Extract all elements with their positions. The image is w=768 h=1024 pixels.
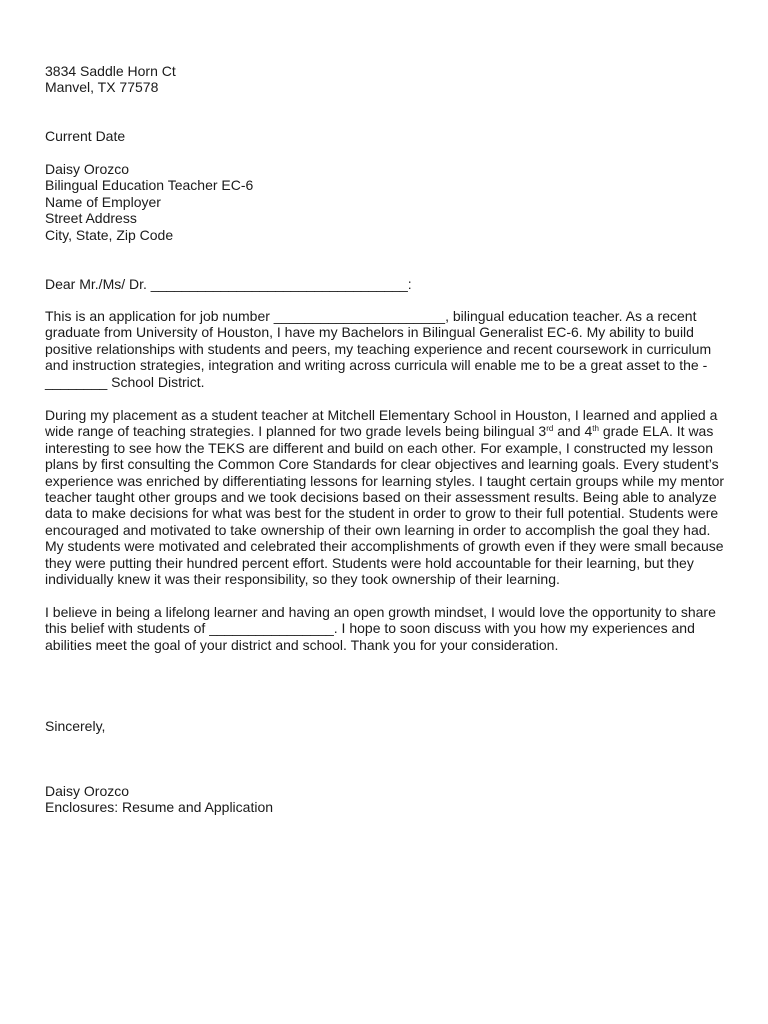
recipient-name: Daisy Orozco (45, 161, 130, 177)
line-text: and 4 (553, 423, 593, 440)
paragraph-line: I believe in being a lifelong learner and having an open growth mindset, I would love the opportunity to share (45, 604, 716, 620)
paragraph-line: plans by first consulting the Common Core Standards for clear objectives and learning goals. Every student’s (45, 456, 719, 473)
salutation (45, 276, 745, 292)
paragraph-line: abilities meet the goal of your district and school. Thank you for your consideration. (45, 636, 559, 653)
paragraph-line: ________ School District. (45, 373, 205, 390)
enclosures: Enclosures: Resume and Application (45, 799, 274, 816)
paragraph-line: encouraged and motivated to take ownership of their own learning in order to accomplish the goal they had. (45, 521, 711, 538)
letter-date (45, 128, 745, 144)
closing-text: Sincerely, (45, 718, 106, 734)
paragraph-3 (45, 604, 745, 653)
date-text: Current Date (45, 128, 126, 144)
line-text: wide range of teaching strategies. I planned for two grade levels being bilingual 3 (45, 423, 547, 440)
signature-name: Daisy Orozco (45, 783, 130, 799)
paragraph-line: this belief with students of ________________. I hope to soon discuss with you how my experiences and (45, 620, 695, 637)
paragraph-line: teacher taught other groups and we took decisions based on their assessment results. Being able to analyze (45, 489, 717, 506)
sender-address (45, 63, 745, 96)
sender-street: 3834 Saddle Horn Ct (45, 63, 176, 79)
paragraph-line: and instruction strategies, integration and writing across curricula will enable me to be a great asset to the - (45, 357, 708, 374)
paragraph-line: interesting to see how the TEKS are different and build on each other. For example, I constructed my lesson (45, 439, 713, 456)
paragraph-line: they were putting their hundred percent effort. Students were hold accountable for their learning, but they (45, 554, 694, 571)
paragraph-line: graduate from University of Houston, I have my Bachelors in Bilingual Generalist EC-6. My ability to build (45, 324, 694, 341)
paragraph-line: data to make decisions for what was best for the student in order to grow to their full potential. Students were (45, 505, 719, 522)
paragraph-line: This is an application for job number ______________________, bilingual education teacher. As a recent (45, 308, 697, 324)
ordinal-suffix: rd (546, 424, 554, 434)
recipient-employer: Name of Employer (45, 193, 161, 210)
paragraph-line: experience was enriched by differentiating lessons for learning styles. I taught certain groups while my mentor (45, 472, 725, 489)
recipient-block (45, 161, 745, 243)
sender-city-line: Manvel, TX 77578 (45, 79, 159, 96)
recipient-street: Street Address (45, 210, 137, 227)
ordinal-suffix: th (592, 424, 599, 434)
line-text: grade ELA. It was (598, 423, 714, 440)
paragraph-line (45, 423, 745, 439)
recipient-city-state-zip: City, State, Zip Code (45, 226, 174, 243)
paragraph-line: My students were motivated and celebrated their accomplishments of growth even if they were small because (45, 538, 724, 555)
signature-block (45, 783, 745, 816)
recipient-title: Bilingual Education Teacher EC-6 (45, 177, 254, 194)
paragraph-1 (45, 308, 745, 390)
paragraph-line: individually knew it was their responsibility, so they took ownership of their learning. (45, 571, 560, 588)
closing (45, 718, 745, 734)
salutation-text: Dear Mr./Ms/ Dr. _________________________________: (45, 276, 412, 292)
paragraph-line: During my placement as a student teacher at Mitchell Elementary School in Houston, I learned and applied a (45, 407, 718, 423)
paragraph-line: positive relationships with students and peers, my teaching experience and recent coursework in curriculum (45, 340, 712, 357)
paragraph-2 (45, 407, 745, 587)
